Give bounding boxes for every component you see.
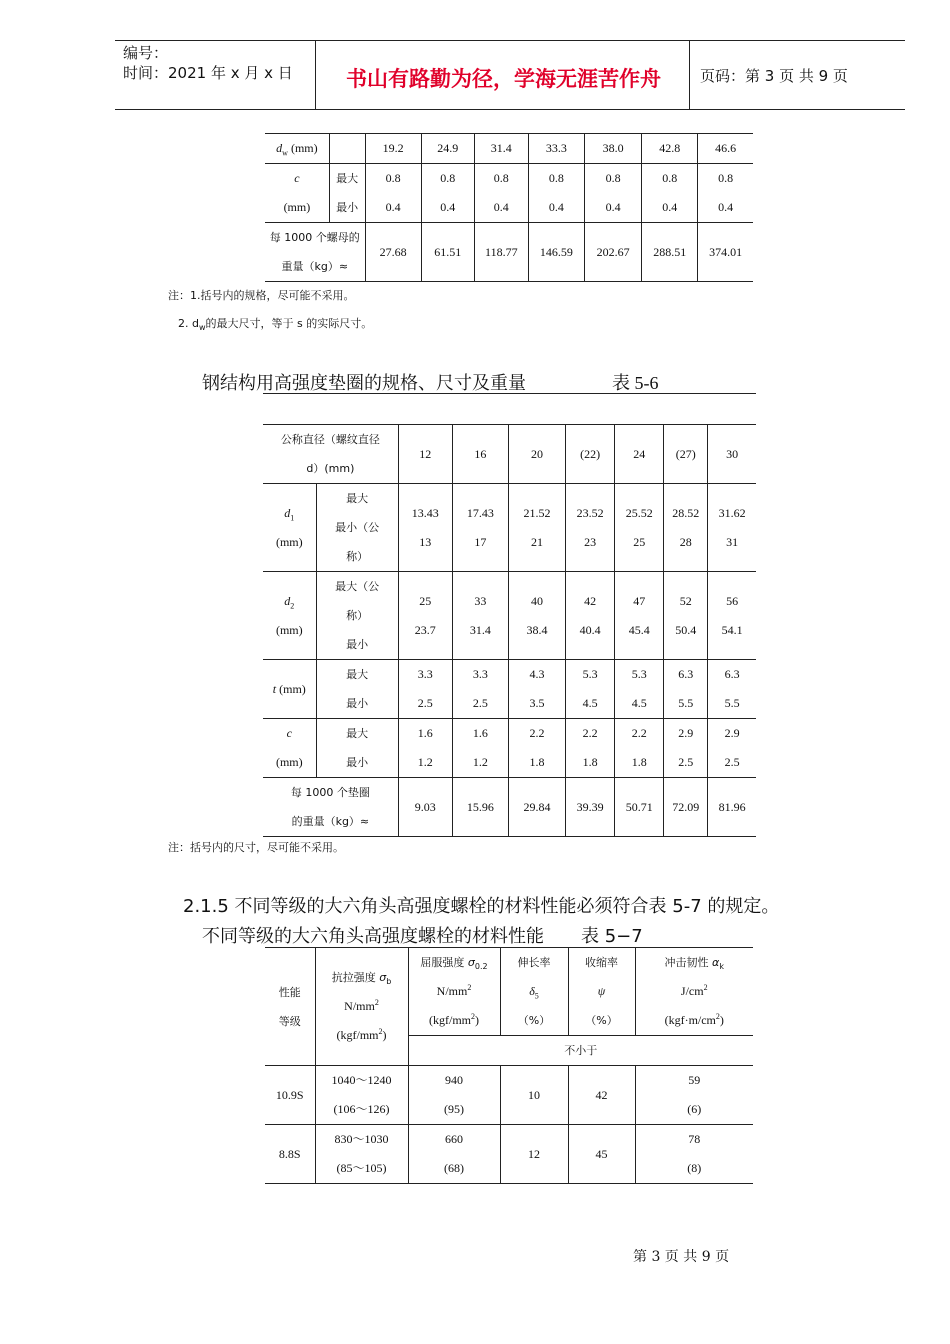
size-value: 12 bbox=[398, 425, 452, 484]
section-heading: 2.1.5 不同等级的大六角头高强度螺栓的材料性能必须符合表 5-7 的规定。 bbox=[183, 896, 780, 917]
table-row bbox=[265, 134, 753, 164]
weight-value: 118.77 bbox=[474, 223, 528, 282]
t-values: 5.3 4.5 bbox=[615, 660, 664, 719]
d2-values: 25 23.7 bbox=[398, 572, 452, 660]
nut-dimension-table bbox=[265, 133, 753, 282]
dw-value: 46.6 bbox=[698, 134, 753, 164]
size-value: 30 bbox=[708, 425, 756, 484]
c-min-value: 0.4 bbox=[421, 193, 474, 223]
dw-value: 42.8 bbox=[642, 134, 698, 164]
c-kind: 最大 最小 bbox=[316, 719, 398, 778]
size-value: 20 bbox=[508, 425, 565, 484]
c-values: 2.9 2.5 bbox=[664, 719, 708, 778]
nominal-diameter-header: 公称直径（螺纹直径 d）(mm) bbox=[280, 433, 380, 475]
table-row bbox=[263, 719, 756, 778]
table-row bbox=[265, 948, 753, 1036]
number-label: 编号： bbox=[123, 44, 169, 62]
c-values: 2.2 1.8 bbox=[615, 719, 664, 778]
table-row bbox=[265, 193, 753, 223]
weight-value: 15.96 bbox=[452, 778, 508, 837]
d2-values: 47 45.4 bbox=[615, 572, 664, 660]
weight-value: 50.71 bbox=[615, 778, 664, 837]
c-max-value: 0.8 bbox=[698, 164, 753, 194]
table3-title: 不同等级的大六角头高强度螺栓的材料性能 bbox=[202, 926, 544, 947]
min-label: 最小 bbox=[329, 193, 365, 223]
t-values: 3.3 2.5 bbox=[398, 660, 452, 719]
dw-value: 38.0 bbox=[584, 134, 641, 164]
time-label: 时间：2021 年 x 月 x 日 bbox=[123, 64, 293, 82]
washer-dimension-table bbox=[263, 424, 756, 837]
d2-values: 52 50.4 bbox=[664, 572, 708, 660]
c-min-value: 0.4 bbox=[528, 193, 584, 223]
elongation-value: 10 bbox=[500, 1066, 568, 1125]
weight-value: 27.68 bbox=[365, 223, 421, 282]
header-meta bbox=[123, 43, 293, 83]
c-min-value: 0.4 bbox=[365, 193, 421, 223]
c-values: 1.6 1.2 bbox=[398, 719, 452, 778]
c-max-value: 0.8 bbox=[365, 164, 421, 194]
d1-values: 23.52 23 bbox=[566, 484, 615, 572]
c-values: 2.2 1.8 bbox=[566, 719, 615, 778]
t-values: 6.3 5.5 bbox=[708, 660, 756, 719]
impact-value: 78 (8) bbox=[635, 1125, 753, 1184]
table-row bbox=[263, 572, 756, 660]
caption-rule bbox=[263, 393, 756, 394]
table2-title: 钢结构用高强度垫圈的规格、尺寸及重量 bbox=[202, 373, 526, 394]
impact-value: 59 (6) bbox=[635, 1066, 753, 1125]
note-2: 2. $d_w$的最大尺寸，等于 s 的实际尺寸。 bbox=[178, 317, 373, 333]
c-max-value: 0.8 bbox=[474, 164, 528, 194]
t-kind: 最大 最小 bbox=[316, 660, 398, 719]
t-values: 6.3 5.5 bbox=[664, 660, 708, 719]
weight-header: 每 1000 个螺母的 重量（kg）≈ bbox=[265, 223, 365, 282]
weight-value: 39.39 bbox=[566, 778, 615, 837]
table-row bbox=[263, 778, 756, 837]
c-min-value: 0.4 bbox=[698, 193, 753, 223]
size-value: 24 bbox=[615, 425, 664, 484]
header-divider bbox=[689, 41, 690, 109]
t-header: t (mm) bbox=[263, 660, 316, 719]
weight-header: 每 1000 个垫圈 的重量（kg）≈ bbox=[263, 778, 398, 837]
d1-values: 25.52 25 bbox=[615, 484, 664, 572]
c-header: c (mm) bbox=[265, 164, 329, 223]
d1-values: 13.43 13 bbox=[398, 484, 452, 572]
d1-values: 17.43 17 bbox=[452, 484, 508, 572]
d2-values: 33 31.4 bbox=[452, 572, 508, 660]
table2-number: 表 5-6 bbox=[612, 373, 659, 393]
c-max-value: 0.8 bbox=[528, 164, 584, 194]
d1-values: 31.62 31 bbox=[708, 484, 756, 572]
weight-value: 9.03 bbox=[398, 778, 452, 837]
table-row bbox=[265, 1125, 753, 1184]
weight-value: 146.59 bbox=[528, 223, 584, 282]
c-min-value: 0.4 bbox=[642, 193, 698, 223]
elongation-value: 12 bbox=[500, 1125, 568, 1184]
t-values: 4.3 3.5 bbox=[508, 660, 565, 719]
weight-value: 288.51 bbox=[642, 223, 698, 282]
shrinkage-value: 42 bbox=[568, 1066, 635, 1125]
page-header bbox=[115, 40, 905, 110]
c-values: 2.2 1.8 bbox=[508, 719, 565, 778]
max-label: 最大 bbox=[329, 164, 365, 194]
d1-kind: 最大 最小（公 称） bbox=[316, 484, 398, 572]
size-value: (22) bbox=[566, 425, 615, 484]
header-motto: 书山有路勤为径，学海无涯苦作舟 bbox=[346, 67, 661, 91]
c-header: c (mm) bbox=[263, 719, 316, 778]
empty-cell bbox=[329, 134, 365, 164]
tensile-value: 1040～1240 (106～126) bbox=[315, 1066, 408, 1125]
d2-values: 56 54.1 bbox=[708, 572, 756, 660]
weight-value: 81.96 bbox=[708, 778, 756, 837]
table3-number: 表 5−7 bbox=[581, 926, 643, 947]
c-min-value: 0.4 bbox=[474, 193, 528, 223]
tensile-header: 抗拉强度 $\sigma_b$ $N/mm^2$ $(kgf/mm^2)$ bbox=[315, 948, 408, 1066]
grade-header: 性能 等级 bbox=[278, 985, 301, 1028]
dw-value: 31.4 bbox=[474, 134, 528, 164]
impact-header: 冲击韧性 $\alpha_k$ $J/cm^2$ $(kgf\cdot m/cm^2)$ bbox=[635, 948, 753, 1036]
d2-header: $d_2$ (mm) bbox=[263, 572, 316, 660]
c-max-value: 0.8 bbox=[642, 164, 698, 194]
weight-value: 29.84 bbox=[508, 778, 565, 837]
yield-value: 940 (95) bbox=[408, 1066, 500, 1125]
c-min-value: 0.4 bbox=[584, 193, 641, 223]
yield-header: 屈服强度 $\sigma_{0.2}$ $N/mm^2$ $(kgf/mm^2)$ bbox=[408, 948, 500, 1036]
d1-values: 28.52 28 bbox=[664, 484, 708, 572]
note-1: 注：1.括号内的规格，尽可能不采用。 bbox=[168, 289, 355, 302]
dw-value: 19.2 bbox=[365, 134, 421, 164]
weight-value: 61.51 bbox=[421, 223, 474, 282]
t-values: 3.3 2.5 bbox=[452, 660, 508, 719]
d1-values: 21.52 21 bbox=[508, 484, 565, 572]
tensile-value: 830～1030 (85～105) bbox=[315, 1125, 408, 1184]
shrinkage-value: 45 bbox=[568, 1125, 635, 1184]
dw-value: 33.3 bbox=[528, 134, 584, 164]
weight-value: 374.01 bbox=[698, 223, 753, 282]
t-values: 5.3 4.5 bbox=[566, 660, 615, 719]
size-value: (27) bbox=[664, 425, 708, 484]
grade-value: 10.9S bbox=[265, 1066, 315, 1125]
yield-value: 660 (68) bbox=[408, 1125, 500, 1184]
page-footer: 第 3 页 共 9 页 bbox=[633, 1249, 730, 1265]
table-row bbox=[263, 660, 756, 719]
note-3: 注：括号内的尺寸，尽可能不采用。 bbox=[168, 841, 344, 854]
c-values: 2.9 2.5 bbox=[708, 719, 756, 778]
grade-value: 8.8S bbox=[265, 1125, 315, 1184]
d1-header: $d_1$ (mm) bbox=[263, 484, 316, 572]
table-row bbox=[265, 223, 753, 282]
c-max-value: 0.8 bbox=[421, 164, 474, 194]
c-values: 1.6 1.2 bbox=[452, 719, 508, 778]
elongation-header: 伸长率 $\delta_5$ （%） bbox=[500, 948, 568, 1036]
table-row bbox=[265, 1066, 753, 1125]
not-less-label: 不小于 bbox=[408, 1036, 753, 1066]
c-max-value: 0.8 bbox=[584, 164, 641, 194]
weight-value: 72.09 bbox=[664, 778, 708, 837]
dw-header: $d_w$ (mm) bbox=[276, 141, 318, 158]
dw-value: 24.9 bbox=[421, 134, 474, 164]
shrinkage-header: 收缩率 ψ （%） bbox=[568, 948, 635, 1036]
table-row bbox=[263, 484, 756, 572]
d2-kind: 最大（公 称） 最小 bbox=[316, 572, 398, 660]
table-row bbox=[265, 164, 753, 194]
header-page-label: 页码：第 3 页 共 9 页 bbox=[700, 67, 848, 85]
weight-value: 202.67 bbox=[584, 223, 641, 282]
d2-values: 42 40.4 bbox=[566, 572, 615, 660]
table-row bbox=[263, 425, 756, 484]
d2-values: 40 38.4 bbox=[508, 572, 565, 660]
material-property-table bbox=[265, 947, 753, 1184]
size-value: 16 bbox=[452, 425, 508, 484]
header-divider bbox=[315, 41, 316, 109]
